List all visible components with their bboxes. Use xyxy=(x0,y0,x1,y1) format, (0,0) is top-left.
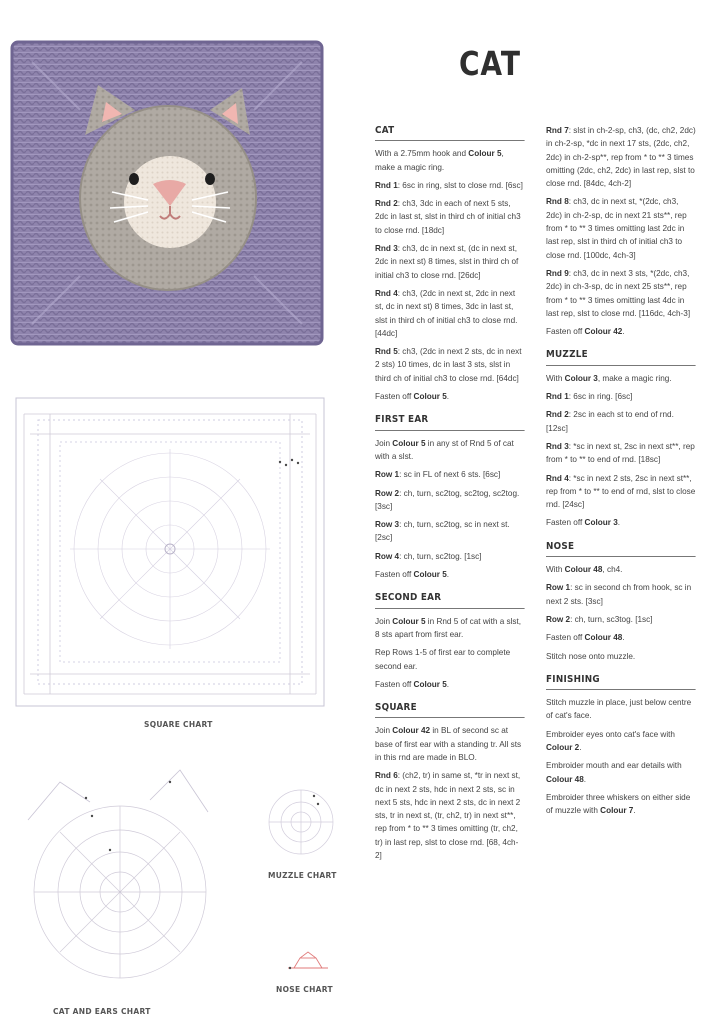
finishing-p4: Embroider three whiskers on either side of muzzle with Colour 7. xyxy=(546,792,691,816)
nose-intro: With Colour 48, ch4. xyxy=(546,565,623,575)
section-first-ear xyxy=(375,413,525,581)
section-finishing xyxy=(546,673,696,818)
cat-intro: With a 2.75mm hook and Colour 5, make a magic ring. xyxy=(375,149,504,172)
second-ear-intro: Join Colour 5 in Rnd 5 of cat with a slst, 8 sts apart from first ear. xyxy=(375,616,522,639)
first-ear-row-4: Row 4: ch, turn, sc2tog. [1sc] xyxy=(375,551,482,561)
second-ear-rep: Rep Rows 1-5 of first ear to complete second ear. xyxy=(375,648,511,671)
page-title: CAT xyxy=(459,44,521,83)
square-rnd-6: Rnd 6: (ch2, tr) in same st, *tr in next st, dc in next 2 sts, hdc in next 2 sts, sc in next 5 sts, hdc in next 2 sts, dc in next 2 sts, tr in next st, (tr, ch2, tr) in next st**, rep from * to ** 3 times omitting (tr, ch2, tr) in last rep, slst to close rnd. [68, 4ch-2] xyxy=(375,771,521,861)
cat-fasten-off: Fasten off Colour 5. xyxy=(375,392,450,402)
square-rnd-7: Rnd 7: slst in ch-2-sp, ch3, (dc, ch2, 2dc) in ch-2-sp, *dc in next 17 sts, (2dc, ch2, 2dc) in ch-2-sp**, rep from * to ** 3 times omitting (2dc, ch2, 2dc) in last rep, slst to close rnd. [84dc, 4ch-2] xyxy=(546,126,696,189)
section-muzzle xyxy=(546,348,696,529)
section-nose xyxy=(546,540,696,663)
section-square-continued xyxy=(546,124,696,338)
cat-rnd-1: Rnd 1: 6sc in ring, slst to close rnd. [6sc] xyxy=(375,180,523,190)
first-ear-intro: Join Colour 5 in any st of Rnd 5 of cat with a slst. xyxy=(375,438,514,461)
cat-and-ears-chart xyxy=(10,762,230,1002)
nose-stitch: Stitch nose onto muzzle. xyxy=(546,651,636,661)
nose-row-1: Row 1: sc in second ch from hook, sc in next 2 sts. [3sc] xyxy=(546,583,692,606)
section-heading-cat: CAT xyxy=(375,124,525,141)
square-chart xyxy=(10,394,330,714)
nose-fasten-off: Fasten off Colour 48. xyxy=(546,633,625,643)
first-ear-fasten-off: Fasten off Colour 5. xyxy=(375,570,450,580)
finishing-p3: Embroider mouth and ear details with Colour 48. xyxy=(546,761,682,784)
square-intro: Join Colour 42 in BL of second sc at base of first ear with a standing tr. All sts in this rnd are made in BLO. xyxy=(375,726,522,762)
square-fasten-off: Fasten off Colour 42. xyxy=(546,327,625,337)
section-heading-first-ear: FIRST EAR xyxy=(375,413,525,430)
muzzle-chart-caption: MUZZLE CHART xyxy=(268,871,337,880)
nose-row-2: Row 2: ch, turn, sc3tog. [1sc] xyxy=(546,614,653,624)
second-ear-fasten-off: Fasten off Colour 5. xyxy=(375,679,450,689)
finishing-p2: Embroider eyes onto cat's face with Colour 2. xyxy=(546,729,675,752)
first-ear-row-1: Row 1: sc in FL of next 6 sts. [6sc] xyxy=(375,470,501,480)
cat-rnd-4: Rnd 4: ch3, (2dc in next st, 2dc in next st, dc in next st) 8 times, 3dc in last st, slst in third ch of initial ch3 to close rnd. [44dc] xyxy=(375,288,518,338)
finishing-p1: Stitch muzzle in place, just below centre of cat's face. xyxy=(546,698,692,721)
section-heading-second-ear: SECOND EAR xyxy=(375,591,525,608)
instructions-column-right xyxy=(546,124,696,827)
nose-chart-caption: NOSE CHART xyxy=(276,985,333,994)
instructions-column-left xyxy=(375,124,525,872)
section-cat xyxy=(375,124,525,403)
left-eye xyxy=(129,173,139,185)
section-heading-nose: NOSE xyxy=(546,540,696,557)
square-rnd-9: Rnd 9: ch3, dc in next 3 sts, *(2dc, ch3, 2dc) in ch-3-sp, dc in next 25 sts**, rep from * to ** 3 times omitting last 4dc in last rep, slst to close rnd. [116dc, 4ch-3] xyxy=(546,268,691,318)
right-eye xyxy=(205,173,215,185)
muzzle-rnd-3: Rnd 3: *sc in next st, 2sc in next st**, rep from * to ** to end of rnd. [18sc] xyxy=(546,441,695,465)
muzzle-rnd-1: Rnd 1: 6sc in ring. [6sc] xyxy=(546,392,633,402)
section-square xyxy=(375,701,525,862)
first-ear-row-3: Row 3: ch, turn, sc2tog, sc in next st. [2sc] xyxy=(375,520,510,543)
crochet-square-photo xyxy=(10,40,324,346)
section-heading-square: SQUARE xyxy=(375,701,525,718)
cat-rnd-2: Rnd 2: ch3, 3dc in each of next 5 sts, 2dc in last st, slst in third ch of initial ch3 to close rnd. [18dc] xyxy=(375,199,521,235)
first-ear-row-2: Row 2: ch, turn, sc2tog, sc2tog, sc2tog. [3sc] xyxy=(375,488,520,511)
cat-rnd-3: Rnd 3: ch3, dc in next st, (dc in next st, 2dc in next st) 8 times, slst in third ch of initial ch3 to close rnd. [26dc] xyxy=(375,244,519,280)
square-rnd-8: Rnd 8: ch3, dc in next st, *(2dc, ch3, 2dc) in ch-2-sp, dc in next 21 sts**, rep from * to ** 3 times omitting last 2dc in last rep, slst in third ch of initial ch3 to close rnd. [100dc, 4ch-3] xyxy=(546,197,687,260)
cat-rnd-5: Rnd 5: ch3, (2dc in next 2 sts, dc in next 2 sts) 10 times, dc in last 3 sts, slst in third ch of initial ch3 to close rnd. [64dc] xyxy=(375,347,522,383)
muzzle-rnd-4: Rnd 4: *sc in next 2 sts, 2sc in next st**, rep from * to ** to end of rnd, slst to close rnd. [24sc] xyxy=(546,473,696,510)
muzzle-rnd-2: Rnd 2: 2sc in each st to end of rnd. [12sc] xyxy=(546,410,674,433)
section-heading-muzzle: MUZZLE xyxy=(546,348,696,365)
muzzle-intro: With Colour 3, make a magic ring. xyxy=(546,373,672,383)
muzzle-chart xyxy=(256,782,346,862)
cat-and-ears-chart-caption: CAT AND EARS CHART xyxy=(53,1007,151,1016)
section-second-ear xyxy=(375,591,525,691)
square-chart-caption: SQUARE CHART xyxy=(144,720,213,729)
muzzle-fasten-off: Fasten off Colour 3. xyxy=(546,518,621,528)
nose-chart xyxy=(282,946,334,976)
section-heading-finishing: FINISHING xyxy=(546,673,696,690)
